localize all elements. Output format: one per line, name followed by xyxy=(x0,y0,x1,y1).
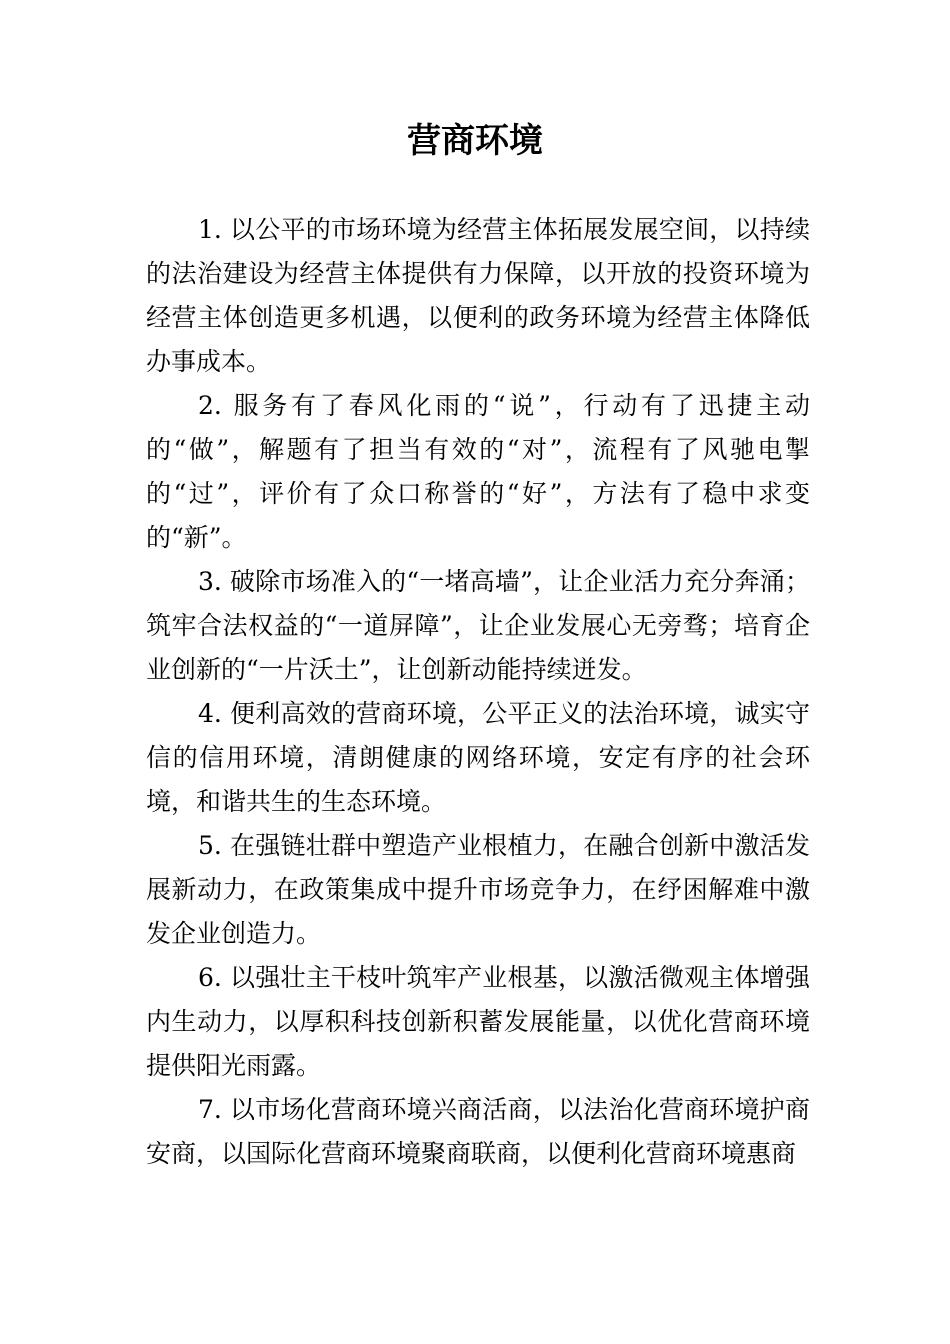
paragraph-1: 1. 以公平的市场环境为经营主体拓展发展空间，以持续的法治建设为经营主体提供有力保障，以开放的投资环境为经营主体创造更多机遇，以便利的政务环境为经营主体降低办事成本。 xyxy=(146,215,810,376)
paragraph-6: 6. 以强壮主干枝叶筑牢产业根基，以激活微观主体增强内生动力，以厚积科技创新积蓄发展能量，以优化营商环境提供阳光雨露。 xyxy=(146,963,810,1080)
paragraph-3: 3. 破除市场准入的“一堵高墙”，让企业活力充分奔涌；筑牢合法权益的“一道屏障”，让企业发展心无旁骛；培育企业创新的“一片沃土”，让创新动能持续迸发。 xyxy=(146,567,810,684)
paragraph-5: 5. 在强链壮群中塑造产业根植力，在融合创新中激活发展新动力，在政策集成中提升市场竞争力，在纾困解难中激发企业创造力。 xyxy=(146,831,810,948)
page-title: 营商环境 xyxy=(407,121,543,161)
paragraph-7: 7. 以市场化营商环境兴商活商，以法治化营商环境护商安商，以国际化营商环境聚商联商，以便利化营商环境惠商 xyxy=(146,1095,810,1168)
paragraph-4: 4. 便利高效的营商环境，公平正义的法治环境，诚实守信的信用环境，清朗健康的网络环境，安定有序的社会环境，和谐共生的生态环境。 xyxy=(146,699,810,816)
document-body xyxy=(146,208,810,1176)
paragraph-2: 2. 服务有了春风化雨的“说”，行动有了迅捷主动的“做”，解题有了担当有效的“对”，流程有了风驰电掣的“过”，评价有了众口称誉的“好”，方法有了稳中求变的“新”。 xyxy=(146,391,810,552)
